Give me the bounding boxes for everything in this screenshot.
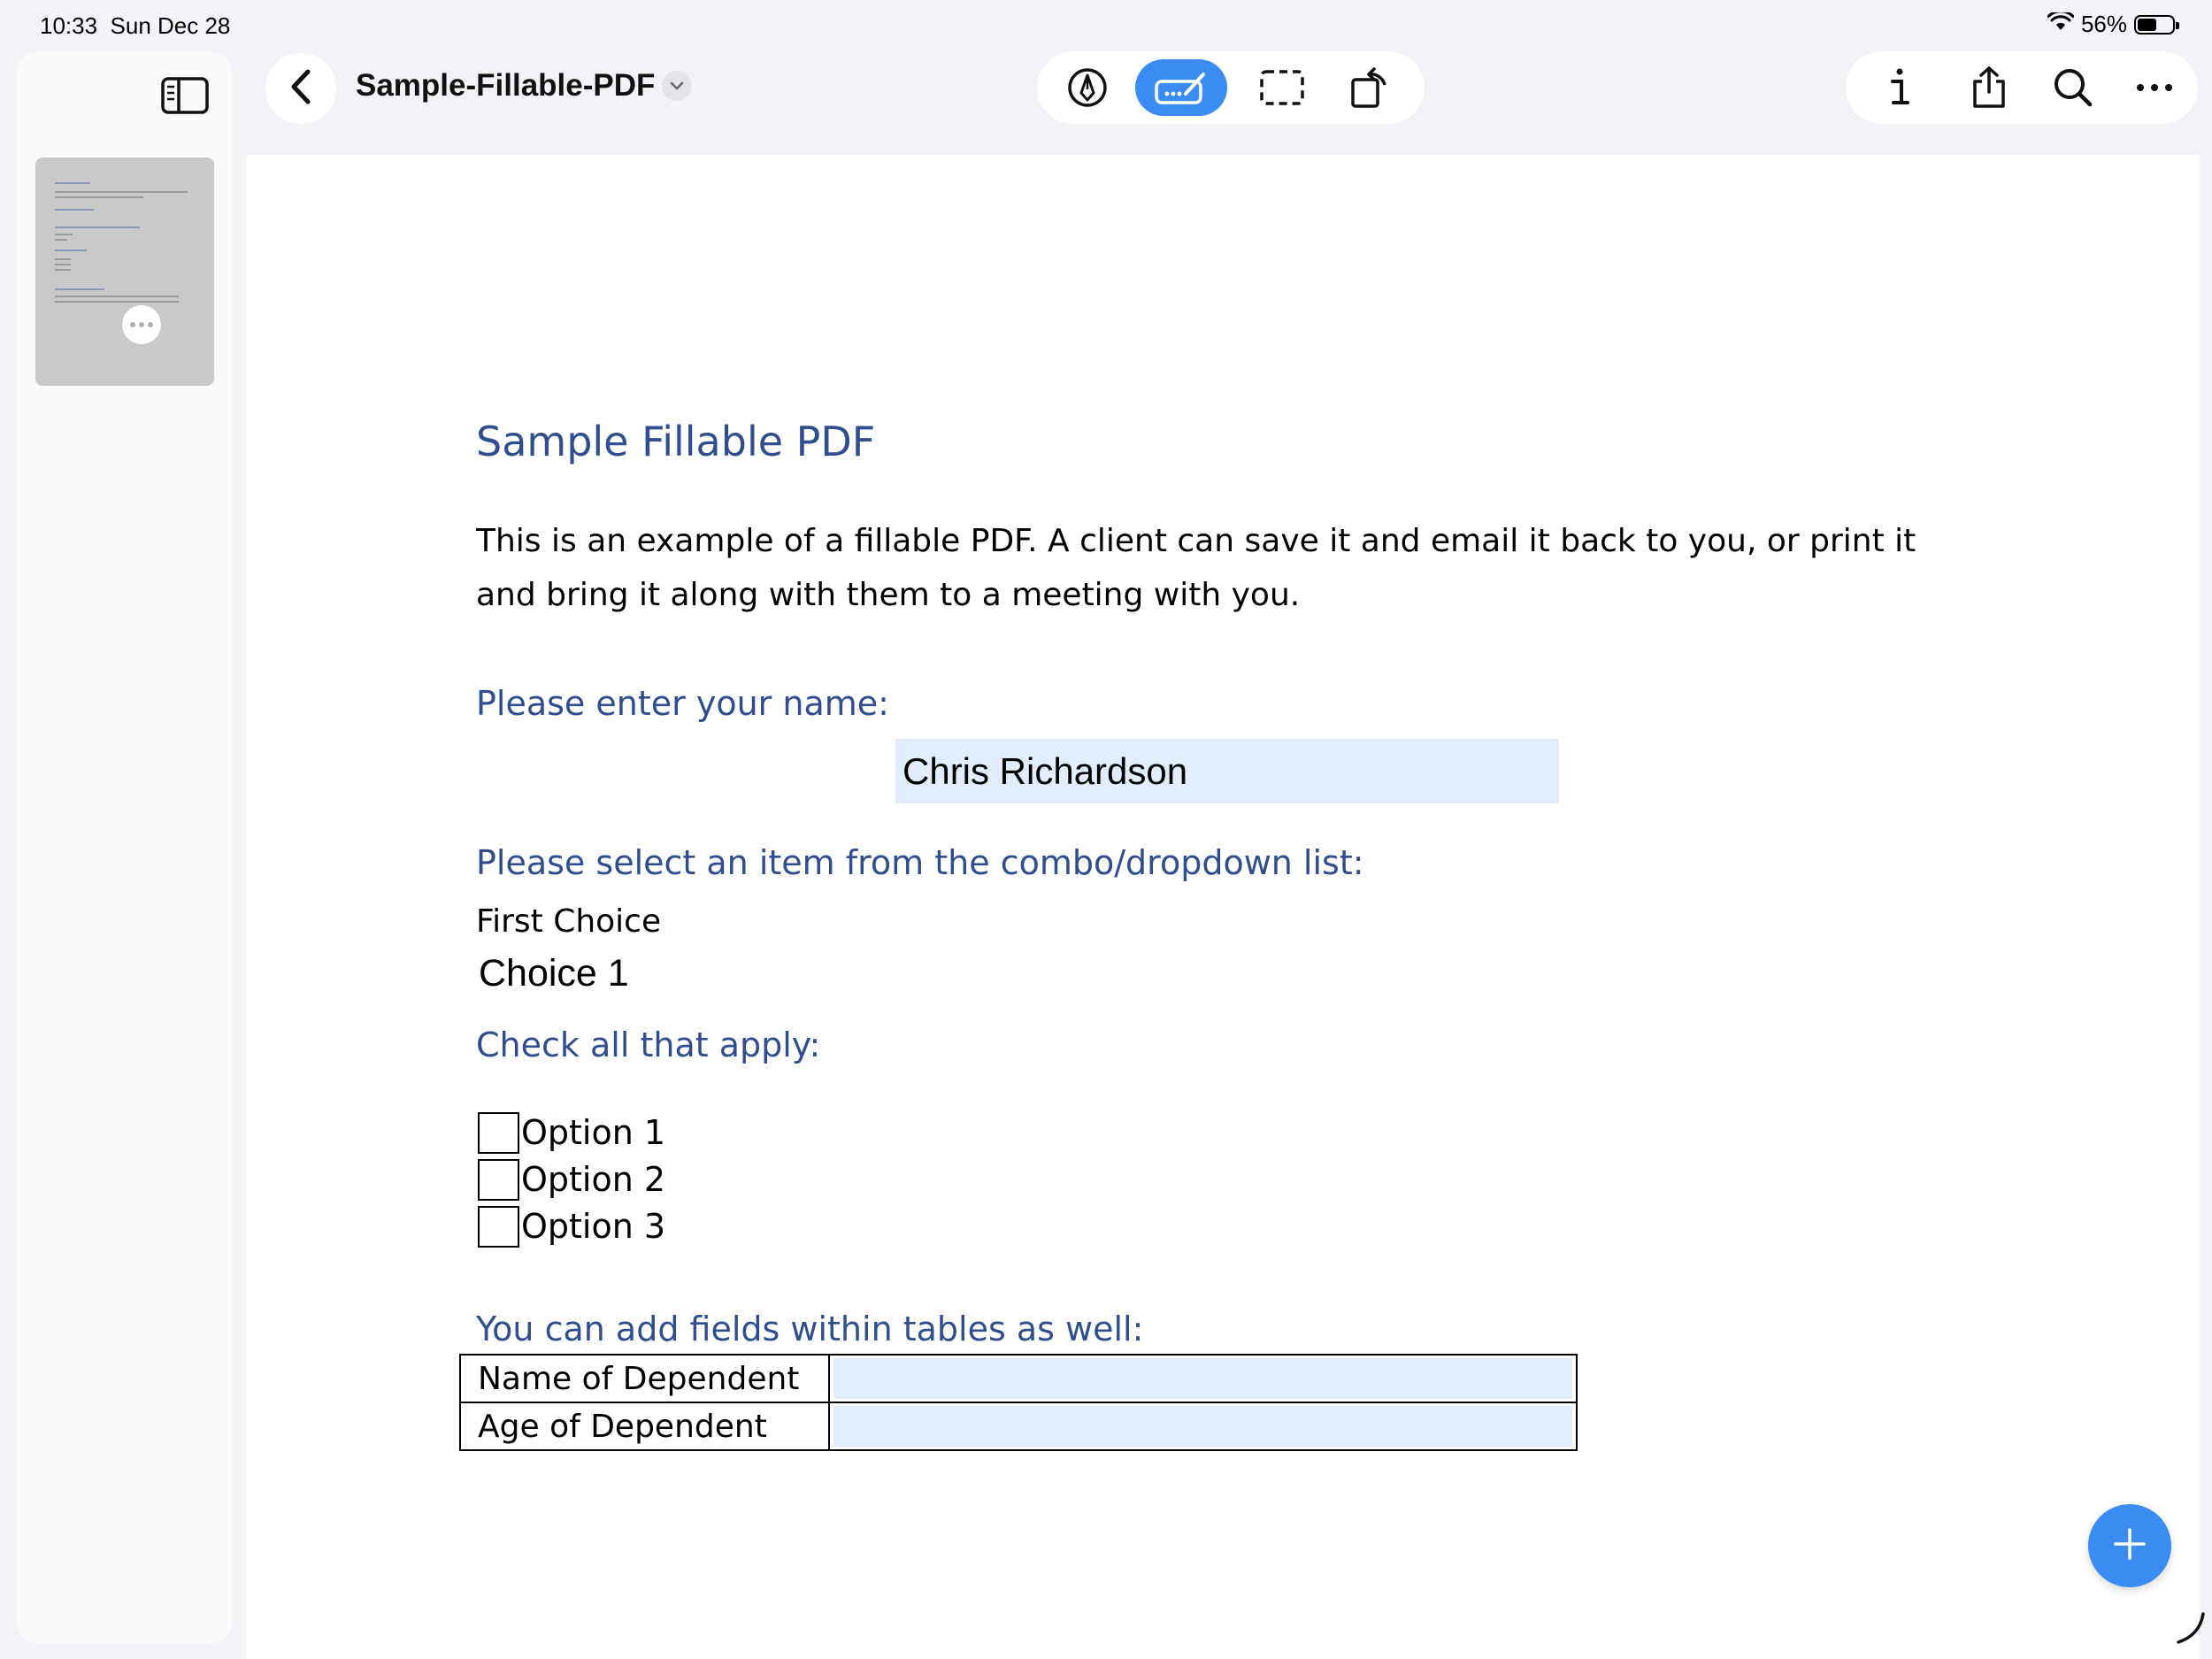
back-button[interactable] xyxy=(265,53,336,124)
form-fill-icon[interactable] xyxy=(1135,59,1227,116)
search-icon[interactable] xyxy=(2042,59,2104,116)
dependent-name-label: Name of Dependent xyxy=(460,1355,829,1402)
checkbox[interactable] xyxy=(478,1112,519,1154)
table-prompt: You can add fields within tables as well: xyxy=(476,1310,1144,1348)
combo-dropdown[interactable]: Choice 1 xyxy=(479,952,629,995)
checkbox-label: Option 2 xyxy=(521,1160,666,1199)
dependents-table xyxy=(459,1354,1578,1451)
name-prompt: Please enter your name: xyxy=(476,684,889,723)
plus-icon xyxy=(2112,1526,2147,1566)
more-icon[interactable] xyxy=(122,305,161,344)
resize-handle-icon[interactable] xyxy=(2175,1610,2207,1650)
select-region-icon[interactable] xyxy=(1249,59,1315,116)
dependent-age-field[interactable] xyxy=(833,1406,1572,1447)
page-thumbnail[interactable] xyxy=(35,157,214,386)
checkbox-option-3[interactable] xyxy=(478,1204,665,1248)
checkbox-option-1[interactable] xyxy=(478,1110,665,1155)
combo-prompt: Please select an item from the combo/dropdown list: xyxy=(476,843,1364,882)
document-actions xyxy=(1846,51,2198,124)
check-prompt: Check all that apply: xyxy=(476,1025,821,1064)
checkbox[interactable] xyxy=(478,1159,519,1201)
info-icon[interactable] xyxy=(1869,59,1931,116)
more-icon[interactable] xyxy=(2124,59,2185,116)
share-icon[interactable] xyxy=(1958,59,2020,116)
back-chevron-icon xyxy=(288,68,313,110)
battery-percent: 56% xyxy=(2080,11,2127,37)
battery-icon xyxy=(2134,15,2175,35)
markup-pen-icon[interactable] xyxy=(1055,59,1120,116)
rotate-page-icon[interactable] xyxy=(1338,59,1403,116)
checkbox[interactable] xyxy=(478,1206,519,1248)
dependent-age-label: Age of Dependent xyxy=(460,1402,829,1450)
checkbox-label: Option 3 xyxy=(521,1207,666,1246)
dependent-name-field[interactable] xyxy=(833,1358,1572,1399)
document-title[interactable]: Sample-Fillable-PDF xyxy=(356,68,656,103)
combo-label: First Choice xyxy=(476,903,662,940)
page-thumbnail-sidebar xyxy=(16,51,233,1644)
add-button[interactable] xyxy=(2088,1504,2171,1587)
sidebar-toggle-icon[interactable] xyxy=(153,67,217,124)
status-time: 10:33 Sun Dec 28 xyxy=(40,12,231,39)
table-row xyxy=(460,1355,1577,1402)
checkbox-option-2[interactable] xyxy=(478,1157,665,1202)
page-title: Sample Fillable PDF xyxy=(476,418,876,465)
wifi-icon xyxy=(2047,11,2074,38)
checkbox-label: Option 1 xyxy=(521,1113,666,1152)
status-indicators xyxy=(2047,11,2175,38)
name-field[interactable] xyxy=(895,739,1559,803)
chevron-down-icon[interactable] xyxy=(662,71,692,101)
annotation-toolbar xyxy=(1037,51,1425,124)
intro-paragraph: This is an example of a fillable PDF. A client can save it and email it back to you, or print it and bring it along with them to a meeting with you. xyxy=(476,523,1916,613)
table-row xyxy=(460,1402,1577,1450)
pdf-page xyxy=(246,155,2199,1659)
